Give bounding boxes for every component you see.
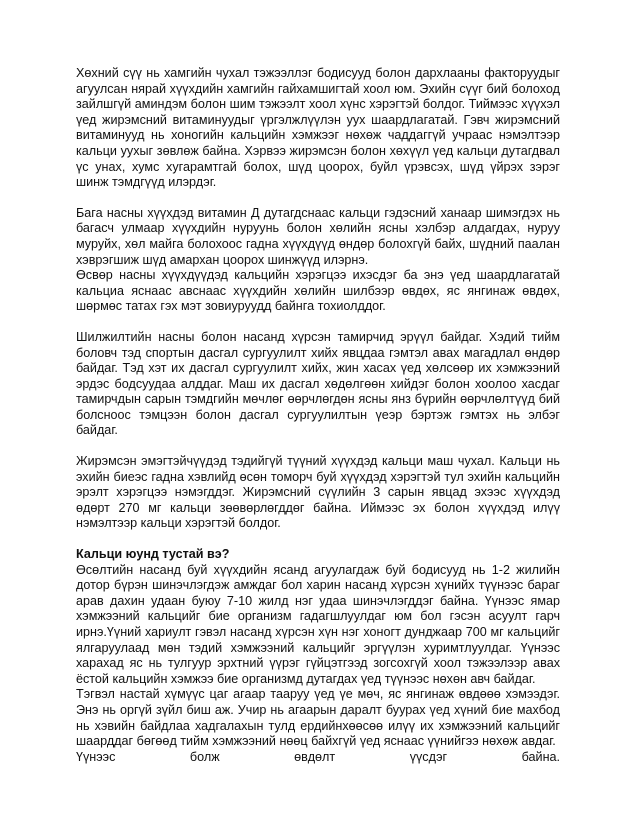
document-page: [76, 66, 560, 765]
paragraph-final-line: [76, 750, 560, 766]
section-heading: Кальци юунд тустай вэ?: [76, 547, 230, 562]
paragraph-older-people: Тэгвэл настай хүмүүс цаг агаар тааруу үед үе мөч, яс янгинаж өвдөөө хэмээдэг. Энэ нь оргүй зүйл биш аж. Учир нь агаарын даралт буурах үед хүний бие махбод нь хэвийн байдлаа хадгалахын тулд ердийнхөөсөө илүү их хэмжээний кальцийг шаарддаг бөгөөд тийм хэмжээний нөөц байхгүй үед яснаас үүнийгээ нөхөж авдаг.: [76, 687, 560, 749]
final-word-4: үүсдэг: [409, 749, 448, 764]
final-word-5: байна.: [521, 749, 561, 764]
paragraph-breast-milk: Хөхний сүү нь хамгийн чухал тэжээллэг бодисууд болон дархлааны факторуудыг агуулсан нярай хүүхдийн хамгийн гайхамшигтай хоол юм. Эхийн сүүг бий болоход зайлшгүй аминдэм болон шим тэжээлт хоол хүнс хэрэгтэй болдог. Тиймээс хүүхэл үед жирэмсний витаминуудыг үргэлжлүүлэн уух шаардлагатай. Гэвч жирэмсний витаминууд нь хоногийн кальцийн хэмжээг нөхөж чаддаггүй учраас нэмэлтээр кальци уухыг зөвлөж байна. Хэрвээ жирэмсэн болон хөхүүл үед кальци дутагдвал үс унах, хумс хугарамтгай болох, шүд цоорох, буйл үрэвсэх, шүд үйрэх зэрэг шинж тэмдгүүд илэрдэг.: [76, 66, 560, 190]
paragraph-children-vitamin-d: Бага насны хүүхдэд витамин Д дутагдснаас кальци гэдэсний ханаар шимэгдэх нь багасч улмаар хүүхдийн нуруунь болон хөлийн ясны хэлбэр алдагдах, нуруу муруйх, хөл майга болохоос гадна хүүхдүүд өндөр болохгүй байх, шүдний паалан хэврэгшиж шүд амархан цоорох шинжүүд илэрнэ.: [76, 205, 560, 267]
paragraph-pregnant-women: Жирэмсэн эмэгтэйчүүдэд тэдийгүй түүний хүүхдэд кальци маш чухал. Кальци нь эхийн биеэс гадна хэвлийд өсөн томорч буй хүүхдэд хэрэгтэй тул эхийн кальцийн эрэлт хэрэгцээ нэмэгддэг. Жирэмсний сүүлийн 3 сарын явцад эхээс хүүхдэд өдөрт 270 мг кальци зөөвөрлөгддөг байна. Иймээс эх болон хүүхдэд илүү нэмэлтээр кальци хэрэгтэй болдог.: [76, 454, 560, 531]
paragraph-athletes: Шилжилтийн насны болон насанд хүрсэн тамирчид эрүүл байдаг. Хэдий тийм боловч тэд спортын дасгал сургуулилт хийх явцдаа гэмтэл авах магадлал өндөр байдаг. Тэд хэт их дасгал сургуулилт хийх, жин хасах үед хөлсөөр их хэмжээний эрдэс бодсуудаа алддаг. Маш их дасгал хөдөлгөөн хийдэг болон хоолоо хасдаг тамирчдын сарын тэмдгийн мөчлөг өөрчлөгдөн ясны янз бүрийн өөрчлөлтүүд бий болсноос тэмцээн болон дасгал сургуулилтын үеэр бэртэж гэмтэх нь элбэг байдаг.: [76, 329, 560, 438]
final-word-1: Үүнээс: [76, 749, 116, 764]
final-word-3: өвдөлт: [294, 749, 336, 764]
paragraph-bone-renewal: Өсөлтийн насанд буй хүүхдийн ясанд агуулагдаж буй бодисууд нь 1-2 жилийн дотор бүрэн шинэчлэгдэж амждаг бол харин насанд хүрсэн хүнийх түүнээс бараг арав дахин удаан буюу 7-10 жилд нэг удаа шинэчлэгддэг байна. Үүнээс ямар хэмжээний кальцийг бие организм гадагшлуулдаг юм бол гэсэн асуулт гарч ирнэ.Үүний хариулт гэвэл насанд хүрсэн хүн нэг хоногт дунджаар 700 мг кальцийг ялгаруулаад мөн тэдий хэмжээний кальцийг эргүүлэн хуримтлуулдаг. Үүнээс харахад яс нь тулгуур эрхтний үүрэг гүйцэтгээд зогсохгүй хоол тэжээлээр авах ёстой кальцийн хэмжээ бие организмд дутагдах үед түүнээс нөхөн авч байдаг.: [76, 562, 560, 686]
final-word-2: болж: [189, 749, 220, 764]
paragraph-teenagers: Өсвөр насны хүүхдүүдэд кальцийн хэрэгцээ ихэсдэг ба энэ үед шаардлагатай кальциа яснаас авснаас хүүхдийн хөлийн шилбээр өвдөх, яс янгинаж өвдөх, шөрмөс татах гэх мэт зовиуруудд байнга тохиолддог.: [76, 268, 560, 314]
